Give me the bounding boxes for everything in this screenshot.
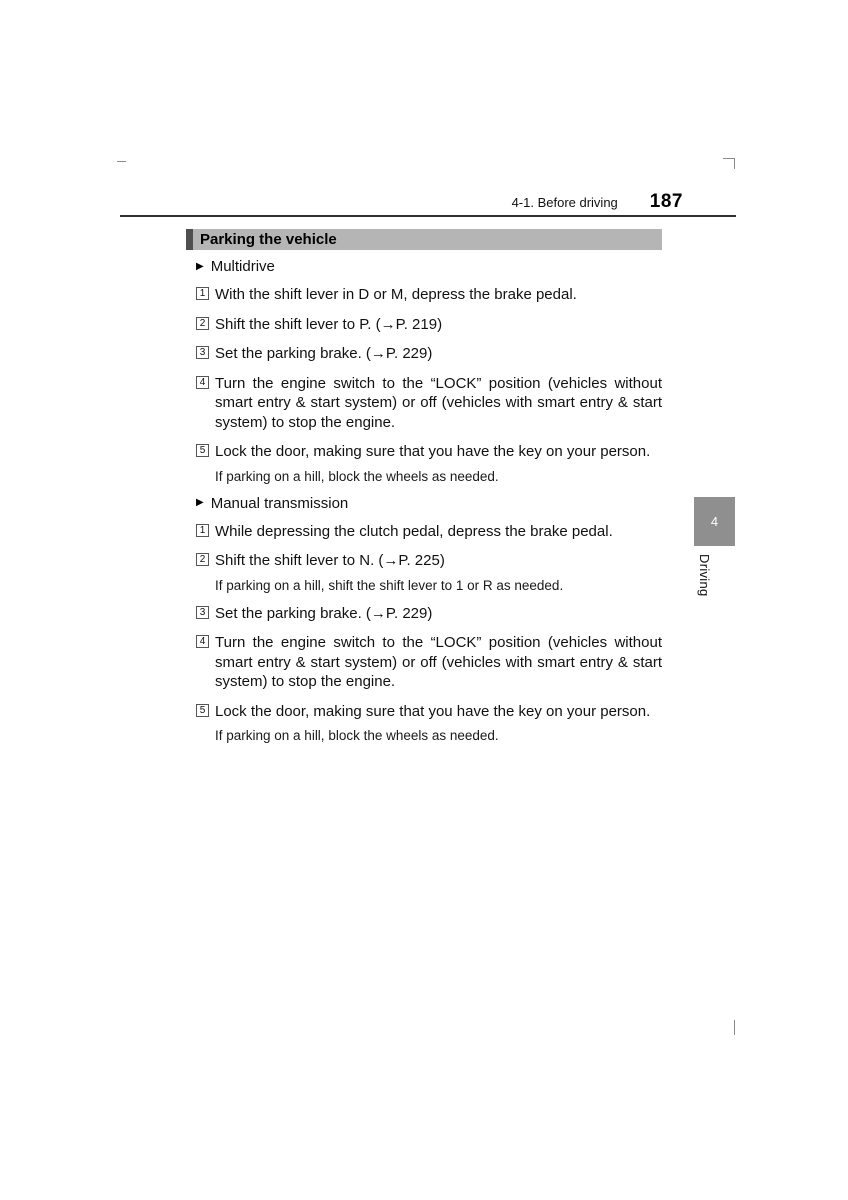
step-item bbox=[196, 315, 662, 335]
step-text: Set the parking brake. (→P. 229) bbox=[215, 345, 433, 362]
step-text: Turn the engine switch to the “LOCK” position (vehicles without smart entry & start system) or off (vehicles with smart entry & start system) to stop the engine. bbox=[215, 374, 662, 431]
step-text: Shift the shift lever to N. (→P. 225) bbox=[215, 552, 445, 569]
subsection-title: Manual transmission bbox=[210, 494, 349, 512]
section-title-bar bbox=[186, 229, 662, 250]
step-text: Turn the engine switch to the “LOCK” position (vehicles without smart entry & start system) or off (vehicles with smart entry & start system) to stop the engine. bbox=[215, 634, 662, 690]
step-text: Lock the door, making sure that you have the key on your person. bbox=[215, 702, 651, 720]
step-item bbox=[196, 604, 662, 624]
step-text: While depressing the clutch pedal, depress the brake pedal. bbox=[215, 522, 613, 540]
step-item bbox=[196, 633, 662, 692]
section-title: Parking the vehicle bbox=[200, 231, 337, 248]
step-text: Shift the shift lever to P. (→P. 219) bbox=[215, 315, 443, 333]
step-number-box: 1 bbox=[196, 524, 209, 537]
step-number-box: 4 bbox=[196, 376, 209, 389]
subsection-header-manual-transmission bbox=[196, 495, 662, 512]
triangle-marker-icon: ▶ bbox=[196, 260, 204, 272]
step-item bbox=[196, 442, 662, 462]
step-text: With the shift lever in D or M, depress the brake pedal. bbox=[215, 286, 577, 303]
header-divider bbox=[120, 215, 736, 217]
step-text: Lock the door, making sure that you have the key on your person. bbox=[215, 443, 651, 460]
step-item bbox=[196, 702, 662, 722]
crop-mark-top-right bbox=[723, 158, 735, 169]
chapter-label: Driving bbox=[697, 554, 712, 597]
page-number: 187 bbox=[649, 191, 683, 212]
step-item bbox=[196, 374, 662, 433]
step-note: If parking on a hill, shift the shift lever to 1 or R as needed. bbox=[215, 577, 564, 593]
step-number-box: 2 bbox=[196, 553, 209, 566]
subsection-title: Multidrive bbox=[210, 258, 275, 275]
page-content bbox=[196, 257, 662, 754]
step-note: If parking on a hill, block the wheels as needed. bbox=[215, 468, 499, 484]
step-number-box: 2 bbox=[196, 317, 209, 330]
subsection-header-multidrive bbox=[196, 258, 662, 275]
chapter-tab: 4 bbox=[694, 497, 735, 546]
step-number-box: 3 bbox=[196, 606, 209, 619]
triangle-marker-icon: ▶ bbox=[196, 497, 204, 508]
step-note: If parking on a hill, block the wheels as needed. bbox=[215, 728, 499, 743]
step-item bbox=[196, 551, 662, 571]
crop-mark-top-left bbox=[117, 161, 126, 162]
step-number-box: 4 bbox=[196, 635, 209, 648]
step-item bbox=[196, 344, 662, 364]
step-number-box: 5 bbox=[196, 444, 209, 457]
step-number-box: 3 bbox=[196, 346, 209, 359]
step-item bbox=[196, 522, 662, 542]
crop-mark-bottom-right bbox=[734, 1020, 735, 1035]
breadcrumb: 4-1. Before driving bbox=[511, 195, 618, 210]
section-accent-bar bbox=[186, 229, 193, 250]
step-number-box: 5 bbox=[196, 704, 209, 717]
step-item bbox=[196, 285, 662, 305]
step-number-box: 1 bbox=[196, 287, 209, 300]
page-header bbox=[512, 191, 683, 213]
step-text: Set the parking brake. (→P. 229) bbox=[215, 604, 433, 622]
